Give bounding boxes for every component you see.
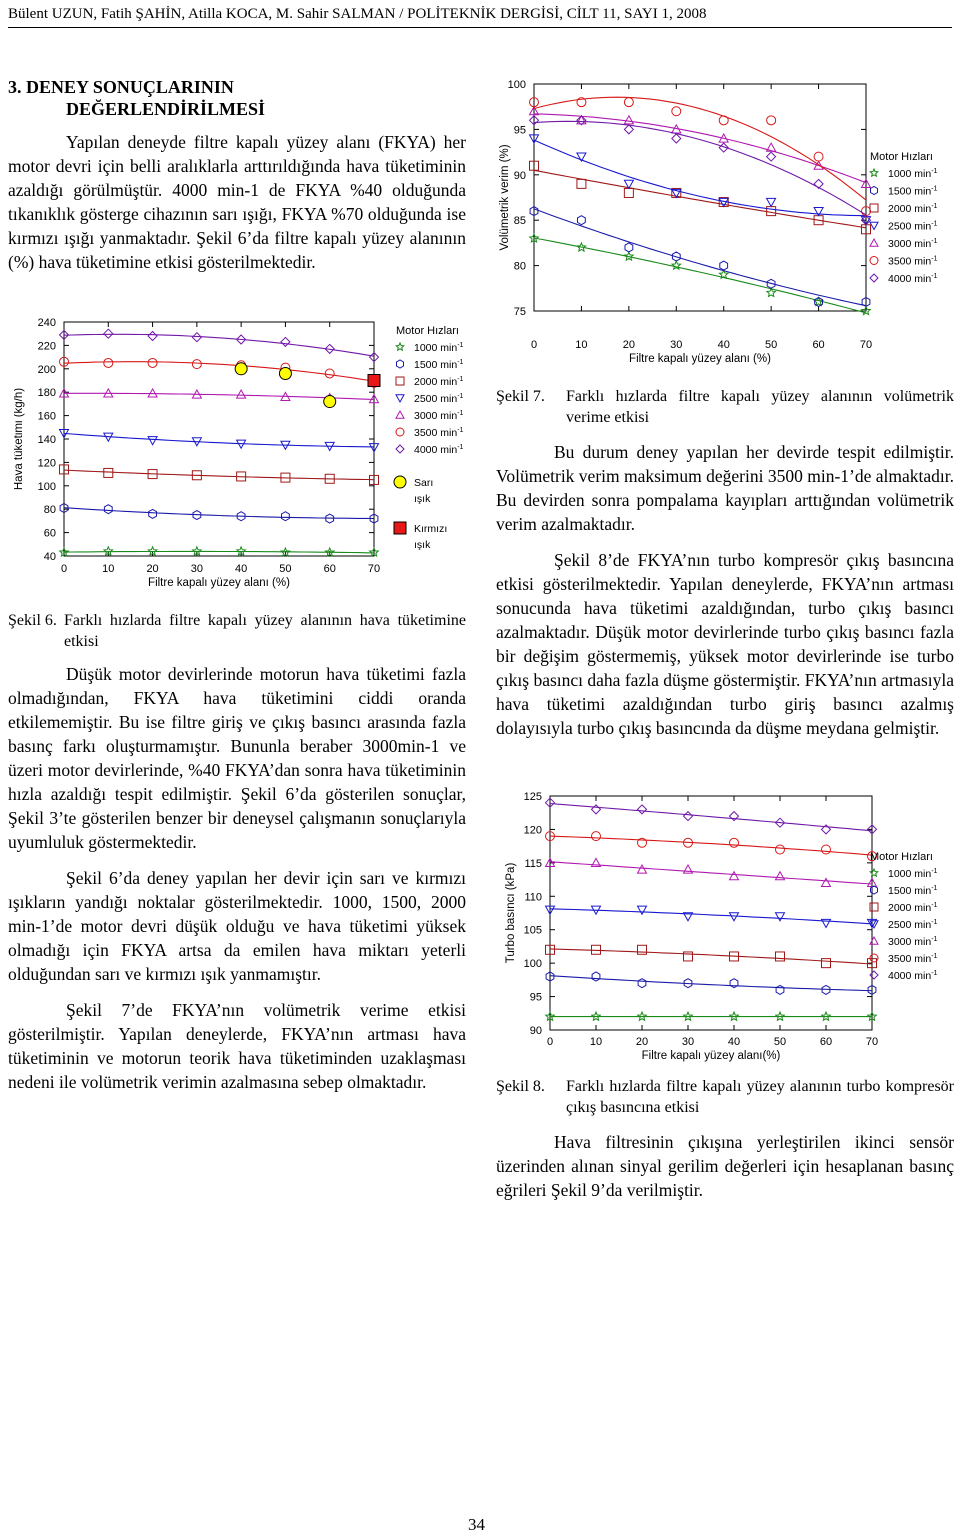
y-tick-label: 100 xyxy=(523,958,542,971)
paragraph: Şekil 7’de FKYA’nın volümetrik verime etkisi gösterilmiştir. Yapılan deneylerde, FKYA’nın artması hava tüketiminin ve motorun teorik hava tüketiminden uzaklaşması nedeni ile volümetrik verimin azalmasına sebep olmaktadır. xyxy=(8,1000,466,1092)
y-tick-label: 110 xyxy=(524,891,542,904)
x-tick-label: 70 xyxy=(859,339,873,351)
y-tick-label: 120 xyxy=(523,824,542,837)
legend-label: 3500 $\min^{-1}$ xyxy=(888,255,938,268)
legend-marker xyxy=(870,954,878,962)
data-point xyxy=(592,972,600,981)
legend-label: Sarı xyxy=(414,477,434,489)
legend-title: Motor Hızları xyxy=(396,325,459,337)
paragraph: Yapılan deneyde filtre kapalı yüzey alanı (FKYA) her motor devri için belli aralıklarla arttırıldığında hava tüketiminin azaldığı görülmüştür. 4000 min-1 de FKYA %40 olduğunda tıkanıklık gösterge cihazının sarı ışığı, FKYA %70 olduğunda ise kırmızı ışığı yanmaktadır. Şekil 6’da filtre kapalı yüzey alanının (%) hava tüketimine etkisi gösterilmektedir. xyxy=(8,132,466,272)
y-tick-label: 85 xyxy=(513,215,526,228)
data-point xyxy=(672,134,681,143)
x-tick-label: 0 xyxy=(60,563,68,575)
fig7-chart xyxy=(494,74,958,379)
data-point xyxy=(767,152,776,161)
data-point xyxy=(148,547,157,555)
data-point xyxy=(719,116,728,125)
y-tick-label: 115 xyxy=(524,857,542,870)
plot-frame xyxy=(64,322,374,556)
y-tick-label: 200 xyxy=(37,363,56,376)
data-point xyxy=(638,805,647,814)
x-axis-label: Filtre kapalı yüzey alanı (%) xyxy=(148,577,290,589)
data-point xyxy=(767,198,776,206)
fig6-chart xyxy=(14,312,464,605)
series-line xyxy=(64,470,374,480)
section-title-line1: 3. DENEY SONUÇLARININ xyxy=(8,77,234,97)
x-tick-label: 30 xyxy=(670,339,683,351)
y-tick-label: 105 xyxy=(523,924,542,937)
fig6-caption-label: Şekil 6. xyxy=(8,612,57,629)
data-point xyxy=(638,945,647,954)
legend-marker xyxy=(870,937,878,944)
left-column-top xyxy=(8,130,466,274)
data-point xyxy=(577,179,586,188)
section-title-line2: DEĞERLENDİRİLMESİ xyxy=(66,99,266,119)
data-point xyxy=(592,832,601,841)
data-point xyxy=(776,845,785,854)
legend-marker xyxy=(870,204,878,212)
legend-label: 3000 $\min^{-1}$ xyxy=(888,238,938,250)
page-number: 34 xyxy=(468,1515,485,1534)
data-point xyxy=(624,188,633,197)
y-tick-label: 90 xyxy=(529,1025,542,1037)
right-column-bottom xyxy=(496,1130,954,1202)
data-point xyxy=(192,360,201,369)
legend-label: 2000 $\min^{-1}$ xyxy=(414,376,464,388)
data-point xyxy=(720,261,728,270)
x-tick-label: 20 xyxy=(146,563,159,575)
x-tick-label: 70 xyxy=(367,563,381,575)
data-point xyxy=(281,337,290,346)
y-tick-label: 95 xyxy=(529,991,542,1004)
legend-marker xyxy=(396,377,404,385)
data-point xyxy=(638,906,647,914)
data-point xyxy=(104,329,113,338)
data-point xyxy=(625,252,634,260)
legend-title: Motor Hızları xyxy=(870,851,933,863)
x-axis-label: Filtre kapalı yüzey alanı(%) xyxy=(641,1050,781,1062)
paragraph: Şekil 8’de FKYA’nın turbo kompresör çıkış basıncına etkisi gösterilmektedir. Yapılan deneylerde, FKYA’nın artması sonucunda hava tüketimi azaldığından, turbo çıkış basıncı azalmaktadır. Düşük motor devirlerinde turbo çıkış basıncı fazla bir değişim göstermemiş, yüksek motor devirlerinde ise turbo çıkış basıncı daha fazla düşme göstermiştir. FKYA’nın artmasıyla hava tüketimi azaldığından turbo giriş basıncı azalmış dolayısıyla turbo çıkış basıncında da düşme meydana gelmiştir. xyxy=(496,550,954,738)
yellow-light-point xyxy=(324,396,336,408)
y-tick-label: 125 xyxy=(523,791,542,803)
legend-label: 2000 $\min^{-1}$ xyxy=(888,902,938,914)
x-tick-label: 60 xyxy=(819,1036,833,1048)
y-tick-label: 120 xyxy=(37,457,56,470)
x-tick-label: 10 xyxy=(589,1036,603,1048)
series-line xyxy=(550,976,872,991)
data-point xyxy=(578,216,586,225)
fig8-caption xyxy=(496,1076,954,1120)
x-tick-label: 30 xyxy=(681,1036,695,1048)
yellow-light-point xyxy=(279,367,291,379)
fig7-caption xyxy=(496,386,954,430)
right-column-top xyxy=(496,440,954,740)
x-tick-label: 50 xyxy=(765,339,778,351)
legend-marker xyxy=(871,187,878,195)
data-point xyxy=(282,512,290,521)
series-line xyxy=(534,97,866,200)
y-tick-label: 220 xyxy=(37,340,56,353)
series-line xyxy=(550,862,872,884)
legend-label: 1500 $\min^{-1}$ xyxy=(888,885,938,897)
x-tick-label: 50 xyxy=(279,563,292,575)
x-tick-label: 20 xyxy=(635,1036,649,1048)
paragraph: Şekil 6’da deney yapılan her devir için sarı ve kırmızı ışıkların yandığı noktalar gösterilmektedir. 1000, 1500, 2000 min-1’de motor devri düşük olduğu ve hava tüketimi yüksek olmadığı için FKYA artsa da emilen hava miktarı yeterli olduğundan sarı ve kırmızı ışık yanmamıştır. xyxy=(8,868,466,984)
data-point xyxy=(776,985,784,994)
legend-label: 1000 $\min^{-1}$ xyxy=(888,868,938,880)
legend-label: 1000 $\min^{-1}$ xyxy=(888,168,938,180)
series-line xyxy=(550,949,872,964)
series-line xyxy=(64,362,374,382)
data-point xyxy=(148,358,157,367)
legend-label: Kırmızı xyxy=(414,523,448,535)
data-point xyxy=(104,468,113,477)
legend-label: 4000 $\min^{-1}$ xyxy=(888,970,938,982)
x-tick-label: 0 xyxy=(546,1036,554,1048)
data-point xyxy=(148,332,157,341)
data-point xyxy=(325,369,334,378)
legend-marker xyxy=(396,445,404,453)
legend-label: ışık xyxy=(414,539,431,551)
y-axis-label: Turbo basıncı (kPa) xyxy=(505,862,517,964)
legend-marker xyxy=(870,274,878,282)
y-tick-label: 90 xyxy=(513,169,526,182)
legend-label: 2500 $\min^{-1}$ xyxy=(888,919,938,931)
data-point xyxy=(776,952,785,961)
data-point xyxy=(822,845,831,854)
paragraph: Hava filtresinin çıkışına yerleştirilen ikinci sensör üzerinden alınan sinyal gerilim değerleri için hesaplanan basınç eğrileri Şekil 9’da verilmiştir. xyxy=(496,1132,954,1200)
y-tick-label: 95 xyxy=(513,124,526,137)
data-point xyxy=(730,872,739,880)
data-point xyxy=(149,509,157,518)
x-tick-label: 10 xyxy=(102,563,115,575)
data-point xyxy=(814,152,823,161)
fig7-caption-text: Farklı hızlarda filtre kapalı yüzey alanının volümetrik verime etkisi xyxy=(566,388,954,426)
legend-label: 3500 $\min^{-1}$ xyxy=(888,953,938,965)
fig8-caption-text: Farklı hızlarda filtre kapalı yüzey alanının turbo kompresör çıkış basıncına etkisi xyxy=(566,1078,954,1116)
data-point xyxy=(192,333,201,342)
y-tick-label: 160 xyxy=(37,410,56,423)
legend-marker xyxy=(870,971,878,979)
data-point xyxy=(672,107,681,116)
legend-label: 3500 $\min^{-1}$ xyxy=(414,427,464,439)
series-line xyxy=(64,334,374,356)
data-point xyxy=(104,358,113,367)
series-line xyxy=(64,508,374,519)
data-point xyxy=(776,872,785,880)
data-point xyxy=(148,389,157,397)
legend-label: 1500 $\min^{-1}$ xyxy=(888,185,938,198)
y-tick-label: 75 xyxy=(513,306,526,318)
data-point xyxy=(148,437,157,445)
legend-label: 1500 $\min^{-1}$ xyxy=(414,359,464,371)
legend-marker xyxy=(397,360,404,368)
series-line xyxy=(534,121,866,215)
data-point xyxy=(237,547,246,555)
legend-marker xyxy=(394,522,406,534)
legend-marker xyxy=(396,343,404,350)
x-tick-label: 40 xyxy=(235,563,248,575)
legend-marker xyxy=(870,239,878,246)
data-point xyxy=(624,98,633,107)
legend-marker xyxy=(870,869,878,876)
legend-marker xyxy=(394,476,406,488)
x-tick-label: 30 xyxy=(190,563,203,575)
y-tick-label: 140 xyxy=(37,434,56,446)
x-tick-label: 60 xyxy=(812,339,825,351)
data-point xyxy=(592,805,601,814)
fig6-caption xyxy=(8,610,466,654)
running-header: Bülent UZUN, Fatih ŞAHİN, Atilla KOCA, M. Sahir SALMAN / POLİTEKNİK DERGİSİ, CİLT 11, SAYI 1, 2008 xyxy=(8,6,707,22)
y-tick-label: 40 xyxy=(43,551,56,563)
fig8-chart xyxy=(500,782,958,1073)
legend-label: ışık xyxy=(414,493,431,505)
data-point xyxy=(625,243,633,252)
x-tick-label: 60 xyxy=(323,563,336,575)
legend-label: 3000 $\min^{-1}$ xyxy=(414,410,464,422)
y-tick-label: 80 xyxy=(513,260,526,273)
legend-marker xyxy=(396,411,404,418)
legend-label: 4000 $\min^{-1}$ xyxy=(888,273,938,285)
legend-label: 2500 $\min^{-1}$ xyxy=(888,220,938,233)
data-point xyxy=(730,979,738,988)
y-tick-label: 80 xyxy=(43,504,56,517)
paragraph: Bu durum deney yapılan her devirde tespit edilmiştir. Volümetrik verim maksimum değerini 3500 min-1’de almaktadır. Bu devirden sonra pompalama kayıpları arttığından volümetrik verim azalmaktadır. xyxy=(496,442,954,534)
data-point xyxy=(730,838,739,847)
y-axis-label: Volümetrik verim (%) xyxy=(499,144,511,251)
y-tick-label: 240 xyxy=(37,317,56,329)
data-point xyxy=(104,505,112,514)
data-point xyxy=(684,812,693,821)
data-point xyxy=(104,547,113,555)
x-tick-label: 20 xyxy=(622,339,635,351)
data-point xyxy=(776,913,785,921)
legend-title: Motor Hızları xyxy=(870,151,933,163)
y-tick-label: 100 xyxy=(507,79,526,91)
data-point xyxy=(730,913,739,921)
legend-marker xyxy=(870,903,878,911)
yellow-light-point xyxy=(235,363,247,375)
legend-label: 4000 $\min^{-1}$ xyxy=(414,444,464,456)
red-light-point xyxy=(368,375,380,387)
data-point xyxy=(822,959,831,968)
data-point xyxy=(638,979,646,988)
legend-marker xyxy=(396,395,404,402)
data-point xyxy=(624,125,633,134)
section-title xyxy=(8,76,265,120)
legend-label: 1000 $\min^{-1}$ xyxy=(414,342,464,354)
fig6-svg xyxy=(14,312,464,600)
y-tick-label: 180 xyxy=(37,387,56,400)
x-tick-label: 0 xyxy=(530,339,538,351)
y-tick-label: 60 xyxy=(43,527,56,540)
data-point xyxy=(767,116,776,125)
fig6-caption-text: Farklı hızlarda filtre kapalı yüzey alanının hava tüketimine etkisi xyxy=(64,612,466,650)
y-tick-label: 100 xyxy=(37,480,56,493)
data-point xyxy=(767,207,776,216)
paragraph: Düşük motor devirlerinde motorun hava tüketimi fazla olmadığından, FKYA hava tüketimini ciddi oranda etkilememiştir. Bu ise filtre giriş ve çıkış basıncı arasında fazla basınç farkı oluşturmamıştır. Bununla beraber 3000min-1 ve üzeri motor devirlerinde, %40 FKYA’dan sonra hava tüketiminin hızla azaldığı tespit edilmiştir. Şekil 6’da gösterilen sonuçlar, Şekil 3’te gösterilen benzer bir deneysel çalışmanın sonuçlarıyla uyumluluk göstermektedir. xyxy=(8,664,466,852)
data-point xyxy=(624,116,633,124)
data-point xyxy=(822,878,831,886)
series-line xyxy=(64,433,374,447)
x-tick-label: 10 xyxy=(575,339,588,351)
x-axis-label: Filtre kapalı yüzey alanı (%) xyxy=(629,353,771,365)
legend-label: 3000 $\min^{-1}$ xyxy=(888,936,938,948)
legend-marker xyxy=(870,222,878,229)
y-axis-label: Hava tüketimi (kg/h) xyxy=(14,387,25,491)
data-point xyxy=(237,390,246,398)
fig8-caption-label: Şekil 8. xyxy=(496,1078,545,1095)
legend-label: 2500 $\min^{-1}$ xyxy=(414,393,464,405)
x-tick-label: 50 xyxy=(773,1036,787,1048)
header-rule xyxy=(8,27,952,28)
x-tick-label: 40 xyxy=(717,339,730,351)
legend-marker xyxy=(870,257,878,265)
legend-marker xyxy=(396,428,404,436)
fig8-svg xyxy=(500,782,958,1068)
legend-marker xyxy=(870,169,878,176)
x-tick-label: 40 xyxy=(727,1036,741,1048)
data-point xyxy=(638,865,647,873)
x-tick-label: 70 xyxy=(865,1036,879,1048)
series-line xyxy=(534,140,866,216)
fig7-caption-label: Şekil 7. xyxy=(496,388,545,405)
fig7-svg xyxy=(494,74,958,374)
left-column-bottom xyxy=(8,662,466,1094)
legend-label: 2000 $\min^{-1}$ xyxy=(888,203,938,215)
